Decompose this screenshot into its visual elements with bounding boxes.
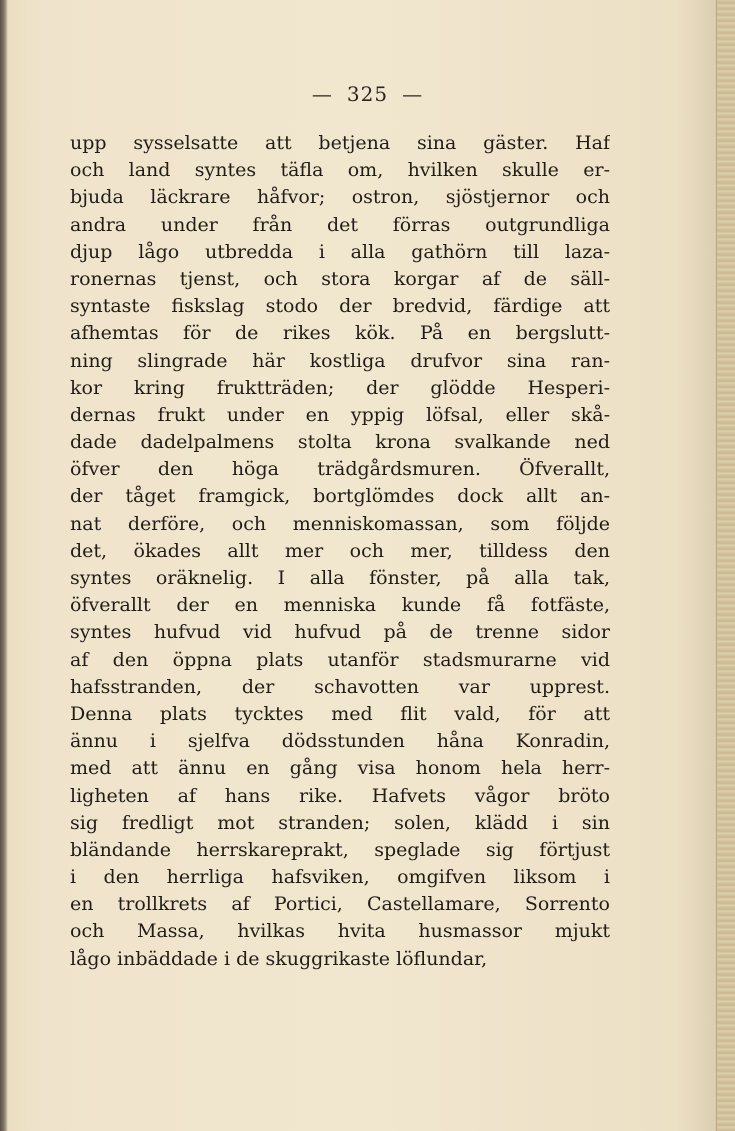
text-line: bländande herrskareprakt, speglade sig förtjust xyxy=(70,838,610,861)
page-header xyxy=(0,82,735,106)
text-line: syntes oräknelig. I alla fönster, på alla tak, xyxy=(70,567,610,589)
text-line: dernas frukt under en yppig löfsal, eller skå- xyxy=(70,403,610,426)
text-line: andra under från det förras outgrundliga xyxy=(70,213,610,236)
text-line: upp sysselsatte att betjena sina gäster. Haf xyxy=(70,132,610,154)
text-line: kor kring fruktträden; der glödde Hesperi- xyxy=(70,376,610,399)
text-line: det, ökades allt mer och mer, tilldess den xyxy=(70,539,610,562)
text-line: afhemtas för de rikes kök. På en bergslutt- xyxy=(70,322,610,345)
text-line: djup lågo utbredda i alla gathörn till laza- xyxy=(70,240,610,263)
text-line: lågo inbäddade i de skuggrikaste löflundar, xyxy=(70,947,488,970)
text-line: syntaste fiskslag stodo der bredvid, färdige att xyxy=(70,295,610,318)
text-line: en trollkrets af Portici, Castellamare, Sorrento xyxy=(70,893,610,916)
page-number: 325 xyxy=(346,82,389,106)
text-line: af den öppna plats utanför stadsmurarne vid xyxy=(70,648,610,671)
text-line: Denna plats tycktes med flit vald, för att xyxy=(70,702,610,725)
text-line: öfver den höga trädgårdsmuren. Öfverallt, xyxy=(70,458,610,481)
text-line: syntes hufvud vid hufvud på de trenne sidor xyxy=(70,621,610,644)
text-line: der tåget framgick, bortglömdes dock allt an- xyxy=(70,485,610,508)
text-line: dade dadelpalmens stolta krona svalkande ned xyxy=(70,431,610,454)
page-edge xyxy=(716,0,735,1131)
text-line: bjuda läckrare håfvor; ostron, sjöstjernor och xyxy=(70,186,610,209)
text-line: hafsstranden, der schavotten var upprest. xyxy=(70,675,610,698)
header-dash-left: — xyxy=(311,82,333,106)
text-line: öfverallt der en menniska kunde få fotfäste, xyxy=(70,594,610,617)
text-line: nat derföre, och menniskomassan, som följde xyxy=(70,512,610,535)
text-line: och land syntes täfla om, hvilken skulle er- xyxy=(70,159,610,182)
text-line: ning slingrade här kostliga drufvor sina ran- xyxy=(70,349,610,372)
text-line: och Massa, hvilkas hvita husmassor mjukt xyxy=(70,920,610,943)
text-line: ännu i sjelfva dödsstunden håna Konradin, xyxy=(70,730,610,753)
header-dash-right: — xyxy=(402,82,424,106)
text-line: ligheten af hans rike. Hafvets vågor bröto xyxy=(70,784,610,807)
text-line: ronernas tjenst, och stora korgar af de säll- xyxy=(70,267,610,290)
text-line: sig fredligt mot stranden; solen, klädd i sin xyxy=(70,811,610,834)
text-line: med att ännu en gång visa honom hela herr- xyxy=(70,757,610,780)
text-line: i den herrliga hafsviken, omgifven liksom i xyxy=(70,866,610,889)
body-text xyxy=(70,130,610,973)
